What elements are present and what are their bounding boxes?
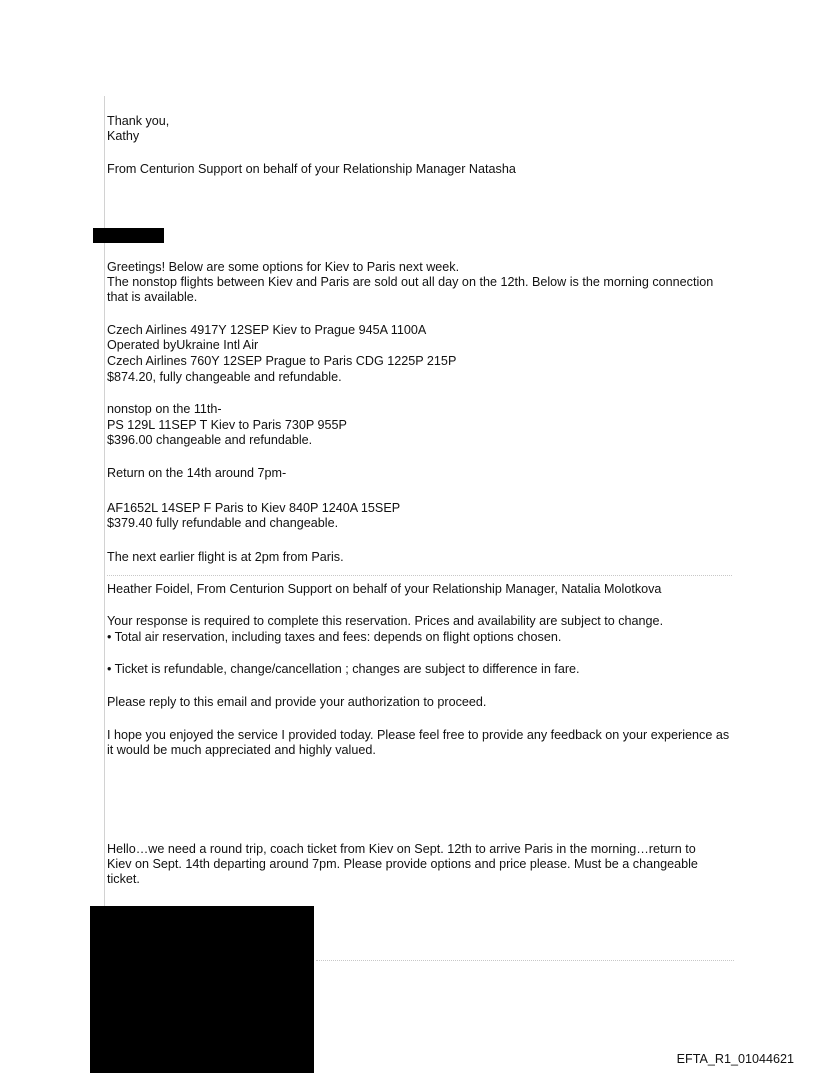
from-line-2: Heather Foidel, From Centurion Support on behalf of your Relationship Manager, Natalia Molotkova: [107, 582, 662, 596]
option1-line: Czech Airlines 760Y 12SEP Prague to Paris CDG 1225P 215P: [107, 354, 457, 368]
option2-price: $396.00 changeable and refundable.: [107, 433, 313, 447]
from-line: From Centurion Support on behalf of your Relationship Manager Natasha: [107, 162, 516, 176]
earlier-flight-note: The next earlier flight is at 2pm from Paris.: [107, 550, 344, 564]
return-heading: Return on the 14th around 7pm-: [107, 466, 287, 480]
document-id: EFTA_R1_01044621: [676, 1052, 794, 1066]
option2-line: PS 129L 11SEP T Kiev to Paris 730P 955P: [107, 418, 347, 432]
option1-line: Czech Airlines 4917Y 12SEP Kiev to Prague 945A 1100A: [107, 323, 427, 337]
redaction-box: [93, 228, 164, 243]
original-request: Hello…we need a round trip, coach ticket from Kiev on Sept. 12th to arrive Paris in the morning…return to Kiev on Sept. 14th departing around 7pm. Please provide options and price please. Must be a changeable ticket.: [107, 842, 698, 886]
feedback-paragraph: I hope you enjoyed the service I provided today. Please feel free to provide any feedback on your experience as it would be much appreciated and highly valued.: [107, 728, 730, 757]
return-option-line: AF1652L 14SEP F Paris to Kiev 840P 1240A 15SEP: [107, 501, 401, 515]
option2-line: nonstop on the 11th-: [107, 402, 222, 416]
reply-request: Please reply to this email and provide your authorization to proceed.: [107, 695, 487, 709]
signoff: Thank you,: [107, 114, 170, 128]
divider: [107, 575, 732, 576]
divider: [316, 960, 734, 961]
option1-line: Operated byUkraine Intl Air: [107, 338, 259, 352]
bullet-total: • Total air reservation, including taxes and fees: depends on flight options chosen.: [107, 630, 562, 644]
redaction-box: [90, 906, 314, 1073]
bullet-refundable: • Ticket is refundable, change/cancellation ; changes are subject to difference in fare.: [107, 662, 580, 676]
option1-price: $874.20, fully changeable and refundable.: [107, 370, 342, 384]
response-required: Your response is required to complete this reservation. Prices and availability are subject to change.: [107, 614, 664, 628]
signer-name: Kathy: [107, 129, 140, 143]
greeting: Greetings! Below are some options for Kiev to Paris next week.: [107, 260, 460, 274]
return-option-price: $379.40 fully refundable and changeable.: [107, 516, 339, 530]
intro-paragraph: The nonstop flights between Kiev and Paris are sold out all day on the 12th. Below is the morning connection that is available.: [107, 275, 714, 304]
